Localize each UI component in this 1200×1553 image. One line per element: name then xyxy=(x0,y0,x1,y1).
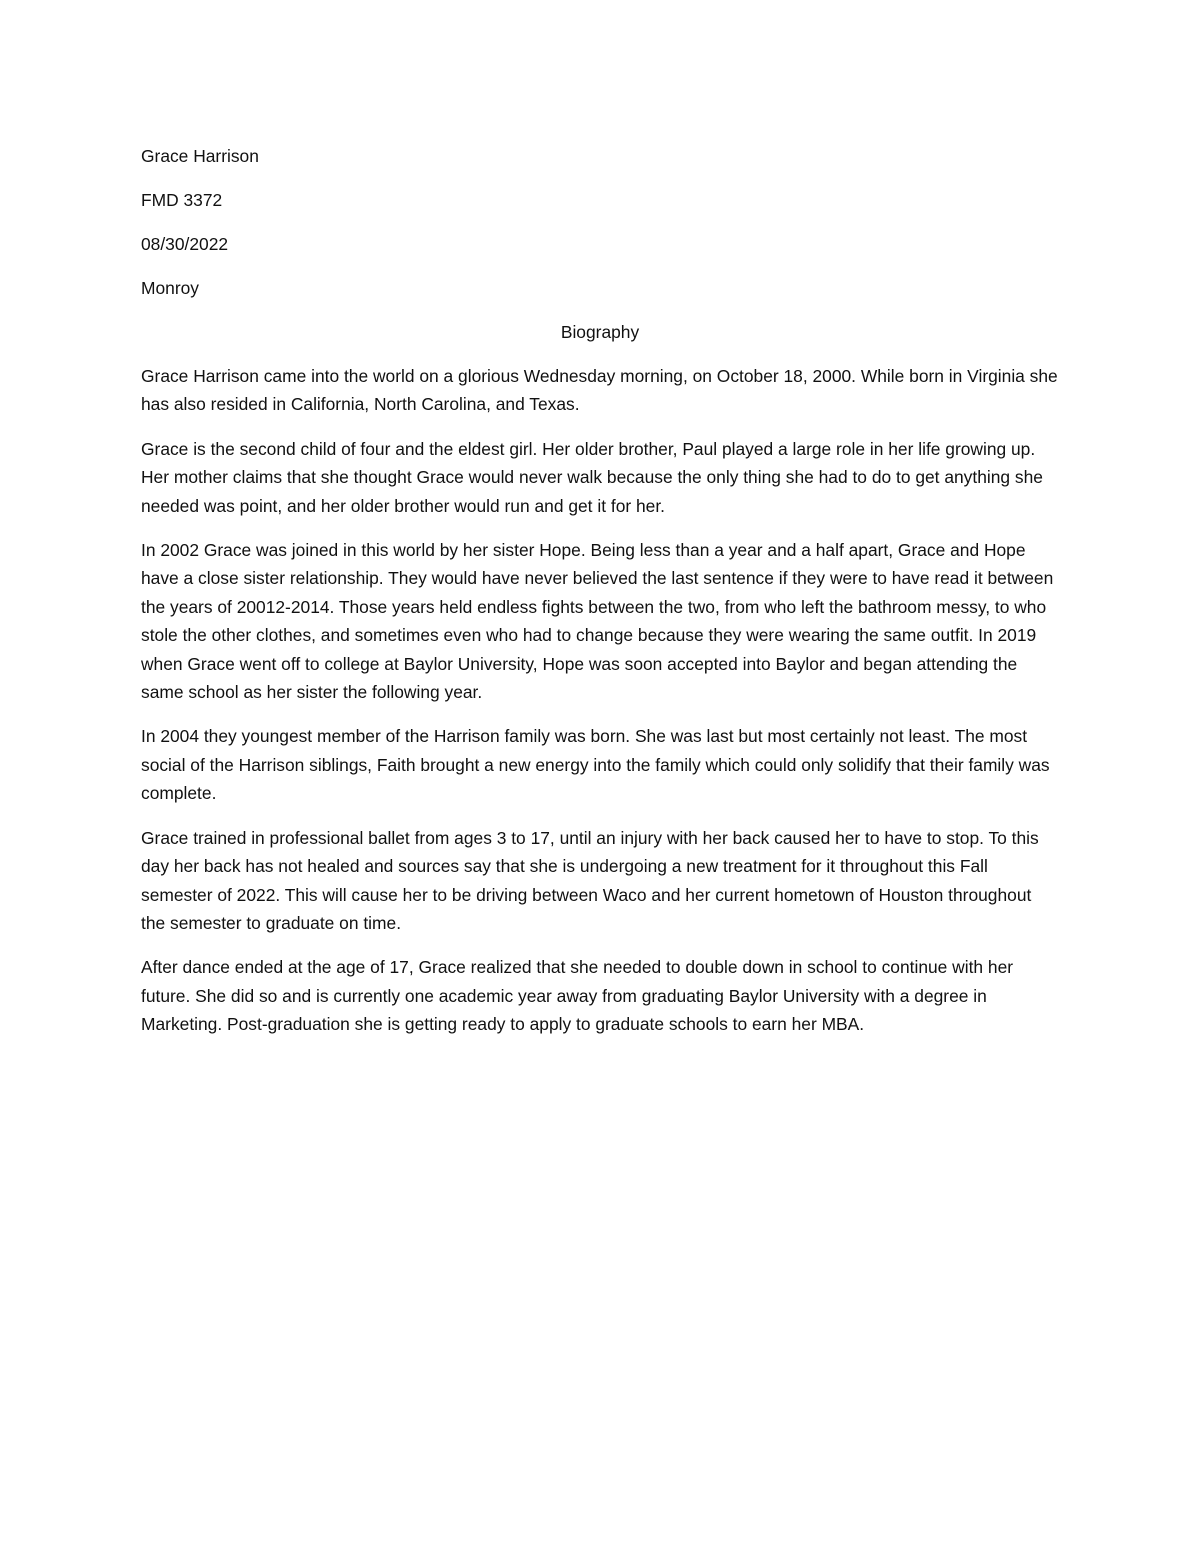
paragraph: Grace trained in professional ballet from ages 3 to 17, until an injury with her back caused her to have to stop. To this day her back has not healed and sources say that she is undergoing a new treatment for it throughout this Fall semester of 2022. This will cause her to be driving between Waco and her current hometown of Houston throughout the semester to graduate on time. xyxy=(141,827,1039,933)
course-code: FMD 3372 xyxy=(141,190,223,210)
paragraph: In 2002 Grace was joined in this world by her sister Hope. Being less than a year and a half apart, Grace and Hope have a close sister relationship. They would have never believed the last sentence if they were to have read it between the years of 20012-2014. Those years held endless fights between the two, from who left the bathroom messy, to who stole the other clothes, and sometimes even who had to change because they were wearing the same outfit. In 2019 when Grace went off to college at Baylor University, Hope was soon accepted into Baylor and began attending the same school as her sister the following year. xyxy=(141,540,1054,703)
document-body xyxy=(141,142,1059,1055)
paragraph: Grace is the second child of four and the eldest girl. Her older brother, Paul played a large role in her life growing up. Her mother claims that she thought Grace would never walk because the only thing she had to do to get anything she needed was point, and her older brother would run and get it for her. xyxy=(141,438,1043,516)
paragraph: In 2004 they youngest member of the Harrison family was born. She was last but most certainly not least. The most social of the Harrison siblings, Faith brought a new energy into the family which could only solidify that their family was complete. xyxy=(141,726,1050,804)
author-name: Grace Harrison xyxy=(141,146,259,166)
instructor-name: Monroy xyxy=(141,278,199,298)
document-title: Biography xyxy=(560,322,640,342)
paragraph: Grace Harrison came into the world on a glorious Wednesday morning, on October 18, 2000. While born in Virginia she has also resided in California, North Carolina, and Texas. xyxy=(141,366,1058,415)
document-date: 08/30/2022 xyxy=(141,234,229,254)
paragraph: After dance ended at the age of 17, Grace realized that she needed to double down in school to continue with her future. She did so and is currently one academic year away from graduating Baylor University with a degree in Marketing. Post-graduation she is getting ready to apply to graduate schools to earn her MBA. xyxy=(141,957,1014,1035)
